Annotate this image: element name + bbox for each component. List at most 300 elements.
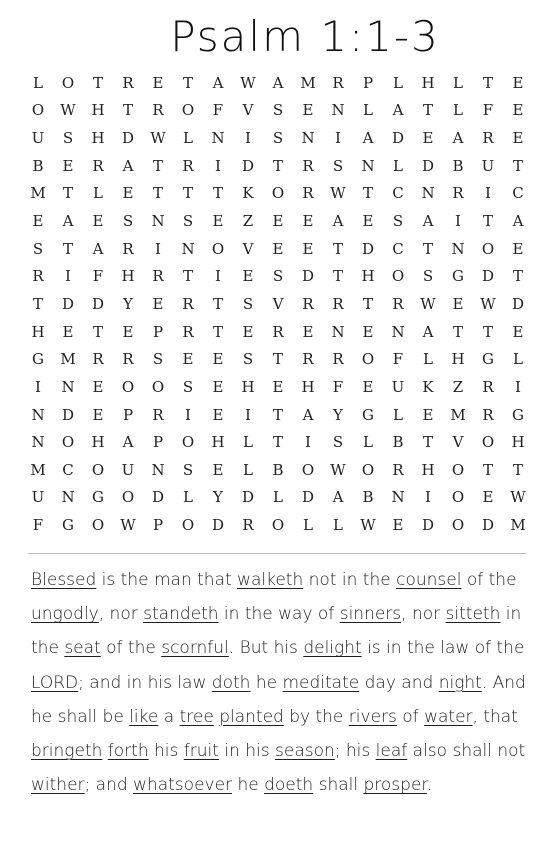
grid-letter: D [481,516,495,535]
grid-letter: L [33,73,43,92]
grid-letter: L [183,488,193,507]
grid-letter: V [242,239,254,258]
grid-letter: S [242,350,254,369]
grid-letter: O [361,350,375,369]
grid-letter: E [302,101,314,120]
grid-letter: I [335,129,341,148]
page-title: Psalm 1:1-3 [170,12,440,61]
grid-letter: R [482,377,494,396]
grid-letter: R [452,184,464,203]
grid-letter: E [212,405,224,424]
grid-letter: L [273,488,283,507]
passage-text: also shall not [407,741,526,762]
grid-letter: T [422,239,433,258]
grid-letter: S [422,267,434,286]
grid-letter: M [60,350,76,369]
grid-letter: S [182,212,194,231]
search-word: planted [219,706,284,727]
grid-letter: H [121,267,135,286]
grid-letter: T [512,156,523,175]
grid-letter: D [361,239,375,258]
grid-letter: L [453,73,463,92]
grid-letter: F [482,101,494,120]
grid-letter: I [215,156,221,175]
grid-letter: A [512,212,524,231]
passage-text: a [158,706,180,727]
grid-letter: H [91,129,105,148]
grid-letter: E [272,212,284,231]
grid-letter: L [363,101,373,120]
search-word: whatsoever [133,775,233,796]
grid-letter: C [392,239,404,258]
grid-letter: U [121,460,135,479]
grid-letter: H [421,73,435,92]
grid-letter: C [512,184,524,203]
grid-letter: L [243,460,253,479]
grid-letter: H [91,433,105,452]
grid-letter: T [482,322,493,341]
grid-letter: G [452,267,464,286]
grid-letter: L [513,350,523,369]
grid-letter: T [422,433,433,452]
passage-text: of the [461,570,517,590]
grid-letter: F [392,350,404,369]
grid-letter: S [272,101,284,120]
grid-letter: T [332,267,343,286]
grid-letter: R [302,294,314,313]
grid-letter: E [32,212,44,231]
grid-letter: N [391,322,405,341]
passage-text: in the [31,604,522,659]
search-word: bringeth [31,741,103,762]
grid-letter: H [31,322,45,341]
divider [28,553,526,554]
grid-letter: L [423,350,433,369]
grid-letter: D [121,129,135,148]
grid-letter: A [62,212,74,231]
grid-letter: T [482,212,493,231]
passage-text: . [426,775,433,796]
grid-letter: T [62,184,73,203]
grid-letter: L [183,129,193,148]
grid-letter: P [122,405,134,424]
grid-letter: I [215,267,221,286]
grid-letter: E [242,267,254,286]
grid-letter: E [512,322,524,341]
grid-letter: E [122,322,134,341]
passage-text: ; his [334,741,376,762]
grid-letter: R [182,294,194,313]
grid-letter: T [152,156,163,175]
search-word: scornful [161,638,229,659]
passage-text: ; and in his law [78,672,212,693]
grid-letter: D [91,294,105,313]
grid-letter: W [510,488,526,507]
passage-text: . But his [228,638,304,659]
grid-letter: T [122,101,133,120]
grid-letter: E [212,460,224,479]
grid-letter: A [272,73,284,92]
grid-letter: T [452,322,463,341]
grid-letter: A [92,239,104,258]
passage-text: . And he shall be [31,672,526,727]
grid-letter: L [243,433,253,452]
search-word: meditate [282,672,360,693]
grid-letter: O [301,460,315,479]
grid-letter: O [151,377,165,396]
grid-letter: O [451,516,465,535]
grid-letter: I [485,184,491,203]
grid-letter: N [451,239,465,258]
grid-letter: S [182,460,194,479]
grid-letter: I [155,239,161,258]
grid-letter: E [302,322,314,341]
grid-letter: E [212,350,224,369]
grid-letter: N [31,433,45,452]
grid-letter: E [212,212,224,231]
grid-letter: I [65,267,71,286]
grid-letter: A [452,129,464,148]
search-word: walketh [237,570,304,590]
grid-letter: O [481,433,495,452]
search-word: delight [303,638,362,659]
grid-letter: I [425,488,431,507]
passage-text: of the [100,638,162,659]
grid-letter: E [392,516,404,535]
grid-letter: P [152,322,164,341]
grid-letter: M [300,73,316,92]
grid-letter: M [450,405,466,424]
grid-letter: E [92,405,104,424]
grid-letter: I [305,433,311,452]
grid-letter: O [451,460,465,479]
grid-letter: D [61,405,75,424]
grid-letter: D [241,488,255,507]
grid-letter: P [152,433,164,452]
grid-letter: N [211,129,225,148]
grid-letter: S [152,350,164,369]
grid-letter: W [330,184,346,203]
grid-letter: R [332,73,344,92]
word-search-grid [23,69,533,539]
search-word: Blessed [31,570,97,590]
grid-letter: R [122,73,134,92]
grid-letter: R [392,294,404,313]
grid-letter: T [482,460,493,479]
grid-letter: D [481,267,495,286]
grid-letter: O [271,516,285,535]
search-word: standeth [143,604,219,625]
grid-letter: T [422,101,433,120]
grid-letter: E [452,294,464,313]
passage-text: , nor [401,604,446,625]
grid-letter: N [181,239,195,258]
grid-letter: H [511,433,525,452]
grid-letter: D [421,516,435,535]
grid-letter: B [452,156,464,175]
grid-letter: S [32,239,44,258]
passage-text: he [232,775,265,796]
passage-text: in the way of [218,604,340,625]
passage-text: , nor [98,604,144,625]
grid-letter: N [331,101,345,120]
grid-letter: S [122,212,134,231]
grid-letter: D [151,488,165,507]
grid-letter: P [152,516,164,535]
grid-letter: G [92,488,104,507]
grid-letter: R [392,460,404,479]
grid-letter: H [421,460,435,479]
grid-letter: E [212,377,224,396]
grid-letter: H [361,267,375,286]
grid-letter: Y [213,488,223,507]
search-word: doeth [264,775,314,796]
grid-letter: O [181,101,195,120]
grid-letter: H [301,377,315,396]
grid-letter: R [152,101,164,120]
grid-letter: T [182,73,193,92]
grid-letter: O [121,377,135,396]
grid-letter: T [512,267,523,286]
grid-letter: O [391,267,405,286]
grid-letter: K [422,377,434,396]
grid-letter: T [272,433,283,452]
search-word: ungodly [31,604,99,625]
grid-letter: K [242,184,254,203]
grid-letter: T [212,294,223,313]
grid-letter: E [272,239,284,258]
grid-letter: O [181,433,195,452]
grid-letter: S [332,156,344,175]
grid-letter: C [392,184,404,203]
grid-letter: B [362,488,374,507]
grid-letter: Y [123,294,133,313]
grid-letter: R [332,350,344,369]
grid-letter: U [31,488,45,507]
grid-letter: A [302,405,314,424]
passage-text: , that [472,706,518,727]
grid-letter: R [272,322,284,341]
grid-letter: H [241,377,255,396]
grid-letter: F [212,101,224,120]
grid-letter: T [332,239,343,258]
grid-letter: R [482,405,494,424]
grid-letter: D [301,488,315,507]
grid-letter: T [182,267,193,286]
grid-letter: R [482,129,494,148]
search-word: like [129,706,159,727]
grid-letter: E [272,377,284,396]
grid-letter: L [393,405,403,424]
passage-text: ; and [84,775,134,796]
grid-letter: N [61,488,75,507]
grid-letter: T [32,294,43,313]
scripture-passage [31,563,526,802]
grid-letter: T [272,405,283,424]
grid-letter: E [62,322,74,341]
grid-letter: H [451,350,465,369]
grid-letter: R [32,267,44,286]
grid-letter: Z [242,212,254,231]
grid-letter: I [245,129,251,148]
grid-letter: E [152,73,164,92]
grid-letter: N [421,184,435,203]
grid-letter: W [60,101,76,120]
grid-letter: I [185,405,191,424]
grid-letter: N [31,405,45,424]
grid-letter: O [61,433,75,452]
passage-text: not in the [303,570,397,590]
grid-letter: D [511,294,525,313]
grid-letter: D [301,267,315,286]
grid-letter: T [212,322,223,341]
grid-letter: O [91,516,105,535]
grid-letter: E [512,239,524,258]
search-word: rivers [348,706,397,727]
grid-letter: N [151,460,165,479]
grid-letter: R [152,405,164,424]
grid-letter: B [32,156,44,175]
search-word: night [438,672,482,693]
grid-letter: G [512,405,524,424]
passage-text: his [148,741,184,762]
grid-letter: F [332,377,344,396]
passage-text: is in the law of the [361,638,525,659]
grid-letter: M [510,516,526,535]
grid-letter: L [393,73,403,92]
grid-letter: E [182,350,194,369]
grid-letter: T [272,350,283,369]
grid-letter: E [512,73,524,92]
grid-letter: R [92,156,104,175]
grid-letter: U [31,129,45,148]
grid-letter: I [455,212,461,231]
grid-letter: F [92,267,104,286]
grid-letter: E [512,101,524,120]
grid-letter: A [392,101,404,120]
grid-letter: W [150,129,166,148]
grid-letter: E [362,212,374,231]
grid-letter: S [272,267,284,286]
grid-letter: O [31,101,45,120]
grid-letter: T [152,184,163,203]
grid-letter: O [181,516,195,535]
grid-letter: G [32,350,44,369]
search-word: LORD [31,672,79,693]
search-word: fruit [183,741,219,762]
grid-letter: R [242,516,254,535]
grid-letter: R [332,294,344,313]
grid-letter: B [392,433,404,452]
grid-letter: N [61,377,75,396]
grid-letter: T [512,460,523,479]
grid-letter: A [422,212,434,231]
grid-letter: A [362,129,374,148]
grid-letter: S [392,212,404,231]
grid-letter: L [303,516,313,535]
grid-letter: E [122,184,134,203]
grid-letter: R [92,350,104,369]
grid-letter: A [332,488,344,507]
grid-letter: S [332,433,344,452]
grid-letter: T [482,73,493,92]
grid-letter: S [182,377,194,396]
grid-letter: D [61,294,75,313]
grid-letter: N [391,488,405,507]
grid-letter: P [362,73,374,92]
grid-letter: A [212,73,224,92]
grid-letter: M [30,184,46,203]
grid-letter: T [362,294,373,313]
grid-letter: E [302,212,314,231]
grid-letter: E [242,322,254,341]
grid-letter: H [211,433,225,452]
search-word: counsel [396,570,462,590]
grid-letter: G [62,516,74,535]
grid-letter: W [480,294,496,313]
grid-letter: A [122,433,134,452]
passage-text: of [396,706,425,727]
grid-letter: A [122,156,134,175]
search-word: forth [107,741,149,762]
grid-letter: B [272,460,284,479]
grid-letter: E [362,377,374,396]
search-word: wither [31,775,85,796]
grid-letter: W [240,73,256,92]
grid-letter: D [391,129,405,148]
grid-letter: L [363,433,373,452]
passage-text: day and [359,672,439,693]
grid-letter: R [152,267,164,286]
grid-letter: O [211,239,225,258]
grid-letter: S [242,294,254,313]
passage-text: is the man that [96,570,238,590]
grid-letter: R [302,156,314,175]
grid-letter: E [362,322,374,341]
grid-letter: L [93,184,103,203]
passage-text: he [250,672,283,693]
grid-letter: G [482,350,494,369]
grid-letter: V [452,433,464,452]
grid-letter: D [241,156,255,175]
grid-letter: R [302,184,314,203]
grid-letter: V [242,101,254,120]
grid-letter: D [421,156,435,175]
grid-letter: N [151,212,165,231]
grid-letter: T [182,184,193,203]
passage-text: by the [283,706,349,727]
grid-letter: E [152,294,164,313]
grid-letter: W [420,294,436,313]
grid-letter: A [422,322,434,341]
grid-letter: R [122,239,134,258]
grid-letter: H [91,101,105,120]
grid-letter: L [393,156,403,175]
search-word: doth [211,672,251,693]
passage-text: in his [218,741,276,762]
grid-letter: T [92,73,103,92]
grid-letter: T [272,156,283,175]
grid-letter: G [362,405,374,424]
grid-letter: R [182,322,194,341]
grid-letter: R [122,350,134,369]
search-word: season [275,741,335,762]
grid-letter: E [92,377,104,396]
grid-letter: I [515,377,521,396]
grid-letter: C [62,460,74,479]
grid-letter: S [62,129,74,148]
grid-letter: O [61,73,75,92]
